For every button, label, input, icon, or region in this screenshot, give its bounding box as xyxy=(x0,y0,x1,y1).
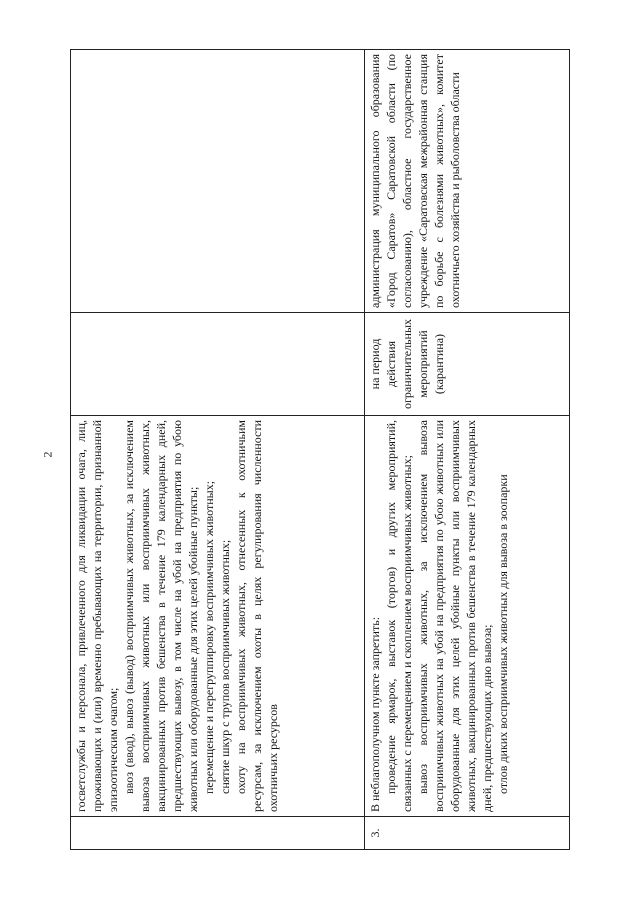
measure-paragraph: вывоз восприимчивых животных, за исключением вывоза восприимчивых животных на убой на предприятия по убою животных или оборудованные для этих целей убойные пункты или восприимчивых животных, вакцинированных против бешенства в течение 179 календарных дней, предшествующих дню вывоза; xyxy=(415,420,494,812)
measure-paragraph: охоту на восприимчивых животных, отнесенных к охотничьим ресурсам, за исключением охоты в целях регулирования численности охотничьих ресурсов xyxy=(234,420,280,812)
measures-table xyxy=(70,49,570,850)
responsible-cell xyxy=(71,50,365,313)
page-number: 2 xyxy=(40,451,55,458)
period-cell xyxy=(71,313,365,416)
responsible-cell: администрация муниципального образования «Город Саратов» Саратовской области (по согласованию), областное государственное учреждение «Саратовская межрайонная станция по борьбе с болезнями животных», комитет охотничьего хозяйства и рыболовства области xyxy=(364,50,569,313)
measure-paragraph: снятие шкур с трупов восприимчивых животных; xyxy=(218,539,232,794)
measure-paragraph: ввоз (ввод), вывоз (вывод) восприимчивых животных, за исключением вывоза восприимчивых животных или восприимчивых животных, вакцинированных против бешенства в течение 179 календарных дней, предшествующих вывозу, в том числе на убой на предприятия по убою животных или оборудованные для этих целей убойные пункты; xyxy=(122,420,200,812)
row-number-cell xyxy=(71,817,365,850)
table-row xyxy=(71,50,365,850)
measures-cell xyxy=(71,416,365,817)
rotated-table-container xyxy=(70,50,570,850)
measure-paragraph: В неблагополучном пункте запретить: xyxy=(367,616,382,812)
period-cell: на период действия ограничительных мероприятий (карантина) xyxy=(364,313,569,416)
measure-paragraph: проведение ярмарок, выставок (торгов) и других мероприятий, связанных с перемещением и скоплением восприимчивых животных; xyxy=(383,420,414,812)
table-row xyxy=(364,50,569,850)
measure-paragraph: перемещение и перегруппировку восприимчивых животных; xyxy=(202,480,216,794)
measures-cell xyxy=(364,416,569,817)
measure-paragraph: госветслужбы и персонала, привлеченного для ликвидации очага, лиц, проживающих и (или) временно пребывающих на территории, признанной эпизоотическим очагом; xyxy=(74,420,120,812)
row-number-cell: 3. xyxy=(364,817,569,850)
measure-paragraph: отлов диких восприимчивых животных для вывоза в зоопарки xyxy=(495,474,510,794)
